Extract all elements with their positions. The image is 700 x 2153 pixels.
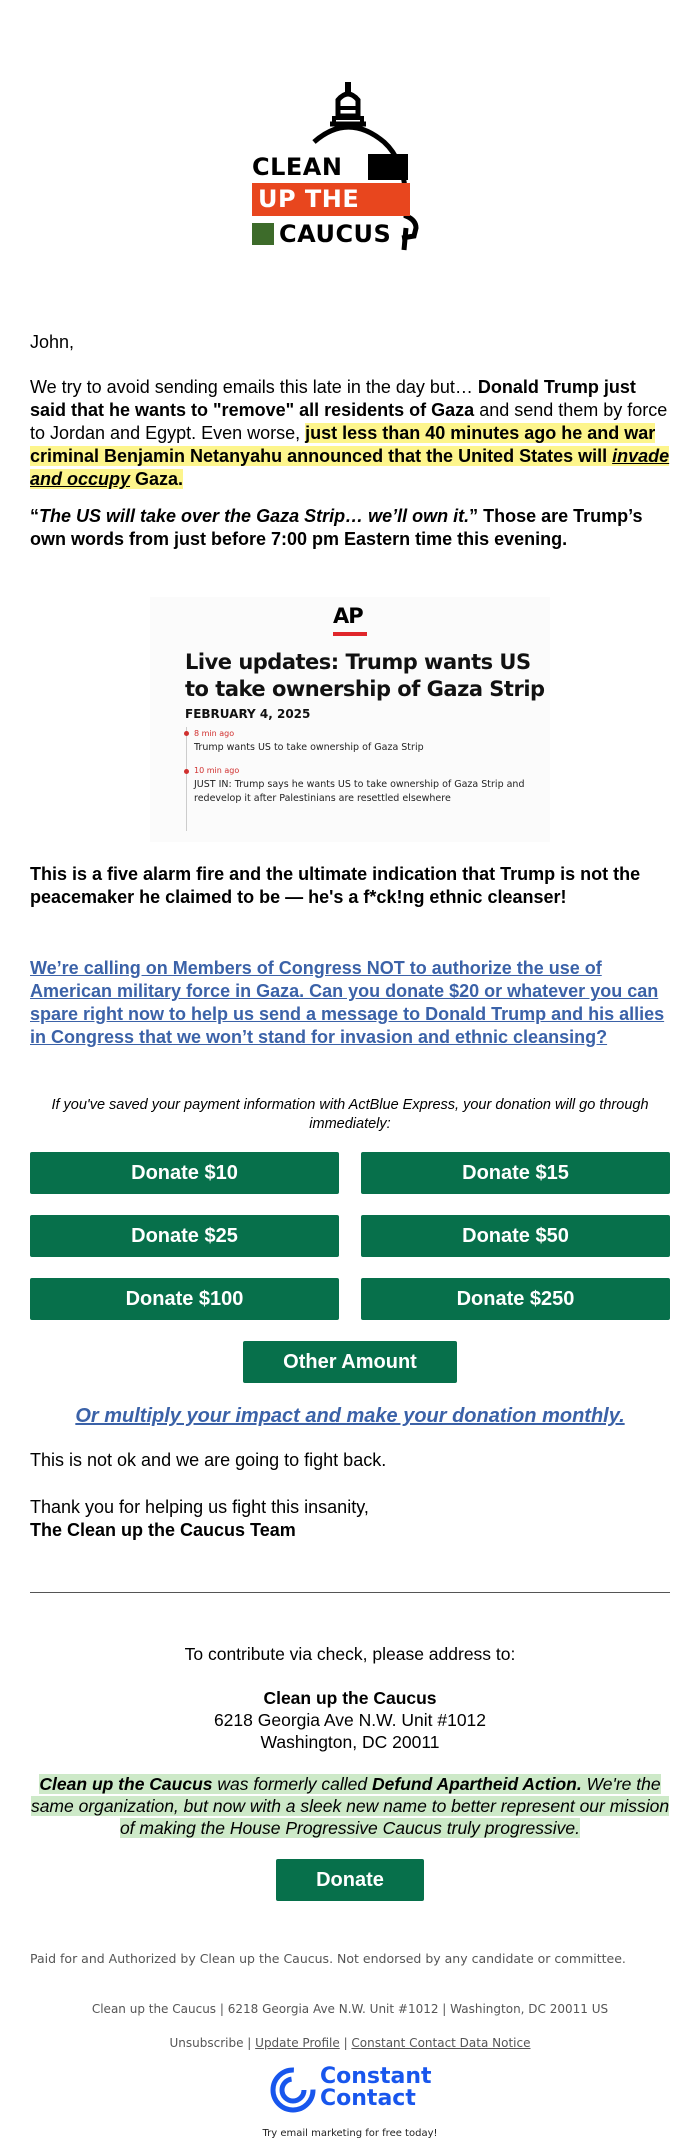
check-city: Washington, DC 20011: [260, 1732, 440, 1752]
footer-links: [0, 2036, 700, 2050]
constant-contact-logo[interactable]: [268, 2066, 438, 2116]
logo-caucus-text: CAUCUS: [279, 220, 392, 248]
greeting: John,: [30, 332, 75, 352]
clean-up-the-caucus-logo: [252, 78, 448, 256]
ap-item-2-time: 10 min ago: [194, 766, 240, 775]
ap-timeline-dot: [184, 769, 189, 774]
donate-25-button[interactable]: Donate $25: [30, 1215, 339, 1257]
ap-item-1: [194, 727, 534, 755]
divider: [30, 1592, 670, 1593]
paragraph-quote: [30, 505, 670, 551]
paragraph-ask: [30, 957, 670, 1049]
p1-text-f: Gaza.: [130, 469, 184, 489]
constant-contact-swirl-icon: [270, 2067, 316, 2113]
p1-text-e: invade and occupy: [30, 446, 670, 489]
donate-10-button[interactable]: Donate $10: [30, 1152, 339, 1194]
monthly-donation-row: [30, 1405, 670, 1428]
donate-ask-link[interactable]: We’re calling on Members of Congress NOT to authorize the use of American military force in Gaza. Can you donate $20 or whatever you can spare right now to help us send a message to Donald Trump and his allies in Congress that we won’t stand for invasion and ethnic cleansing?: [30, 958, 665, 1047]
ap-timeline-dot: [184, 731, 189, 736]
rename-text-c: Defund Apartheid Action.: [372, 1774, 582, 1794]
ap-item-1-time: 8 min ago: [194, 729, 235, 738]
donate-button[interactable]: Donate: [276, 1859, 424, 1901]
update-profile-link[interactable]: Update Profile: [255, 2036, 340, 2050]
donate-15-button[interactable]: Donate $15: [361, 1152, 670, 1194]
logo-clean-text: CLEAN: [252, 153, 343, 181]
p2-open-quote: “: [30, 506, 39, 526]
paragraph-alarm: This is a five alarm fire and the ultimate indication that Trump is not the peacemaker he claimed to be — he's a f*ck!ng ethnic cleanser!: [30, 864, 641, 907]
rename-text-a: Clean up the Caucus: [39, 1774, 213, 1794]
signature: The Clean up the Caucus Team: [30, 1520, 296, 1540]
donate-50-button[interactable]: Donate $50: [361, 1215, 670, 1257]
monthly-donation-link[interactable]: Or multiply your impact and make your donation monthly.: [75, 1405, 625, 1427]
ap-timeline-line: [186, 727, 187, 831]
check-org-name: Clean up the Caucus: [263, 1688, 437, 1708]
other-amount-button[interactable]: Other Amount: [243, 1341, 457, 1383]
paragraph-fight-back: This is not ok and we are going to fight back.: [30, 1450, 387, 1470]
rename-text-d: We're the same organization, but now with a sleek new name to better represent our mission of making the House Progressive Caucus truly progressive.: [30, 1774, 670, 1838]
ap-date: FEBRUARY 4, 2025: [185, 707, 311, 721]
logo-up-the-text: UP THE: [252, 183, 410, 216]
p2-text-c: ” Those are Trump’s own words from just before 7:00 pm Eastern time this evening.: [30, 506, 643, 549]
paid-for-disclaimer: Paid for and Authorized by Clean up the Caucus. Not endorsed by any candidate or committee.: [30, 1951, 626, 1966]
logo-black-block: [368, 154, 408, 180]
p2-quote-text: The US will take over the Gaza Strip… we’ll own it.: [39, 506, 470, 526]
ap-item-2: [194, 764, 534, 806]
footer-separator: |: [339, 2036, 352, 2050]
p1-text-d: just less than 40 minutes ago he and war criminal Benjamin Netanyahu announced that the United States will: [30, 423, 656, 466]
paragraph-intro: [30, 376, 670, 491]
check-street: 6218 Georgia Ave N.W. Unit #1012: [213, 1710, 487, 1730]
signoff: Thank you for helping us fight this insanity,: [30, 1497, 369, 1517]
rename-highlight: [31, 1774, 669, 1838]
ap-news-screenshot: [150, 597, 550, 842]
check-intro: To contribute via check, please address to:: [184, 1644, 516, 1664]
ap-item-2-text: JUST IN: Trump says he wants US to take ownership of Gaza Strip and redevelop it after Palestinians are resettled elsewhere: [194, 779, 525, 804]
footer-address: Clean up the Caucus | 6218 Georgia Ave N.W. Unit #1012 | Washington, DC 20011 US: [91, 2002, 609, 2016]
p1-text-b: Donald Trump just said that he wants to "remove" all residents of Gaza: [30, 377, 636, 420]
cc-line-1: Constant: [320, 2064, 432, 2089]
ap-logo-underline: [333, 632, 367, 636]
rename-text-b: was formerly called: [212, 1774, 373, 1794]
actblue-express-note: If you've saved your payment information with ActBlue Express, your donation will go through immediately:: [51, 1097, 649, 1132]
logo-green-square: [252, 223, 274, 245]
ap-headline: Live updates: Trump wants US to take ownership of Gaza Strip: [185, 650, 545, 701]
ap-logo: AP: [333, 604, 363, 628]
cc-line-2: Contact: [320, 2086, 416, 2111]
ap-item-1-text: Trump wants US to take ownership of Gaza Strip: [194, 742, 424, 753]
constant-contact-tagline[interactable]: Try email marketing for free today!: [262, 2128, 438, 2139]
footer-separator: |: [243, 2036, 256, 2050]
donate-250-button[interactable]: Donate $250: [361, 1278, 670, 1320]
donate-100-button[interactable]: Donate $100: [30, 1278, 339, 1320]
unsubscribe-link[interactable]: Unsubscribe: [169, 2036, 244, 2050]
data-notice-link[interactable]: Constant Contact Data Notice: [351, 2036, 531, 2050]
rename-note: [30, 1773, 670, 1839]
p1-text-c: and send them by force to Jordan and Egypt. Even worse,: [30, 400, 668, 443]
logo-caucus-row: [252, 220, 391, 248]
p1-text-a: We try to avoid sending emails this late in the day but…: [30, 377, 478, 397]
constant-contact-wordmark: [320, 2066, 432, 2110]
